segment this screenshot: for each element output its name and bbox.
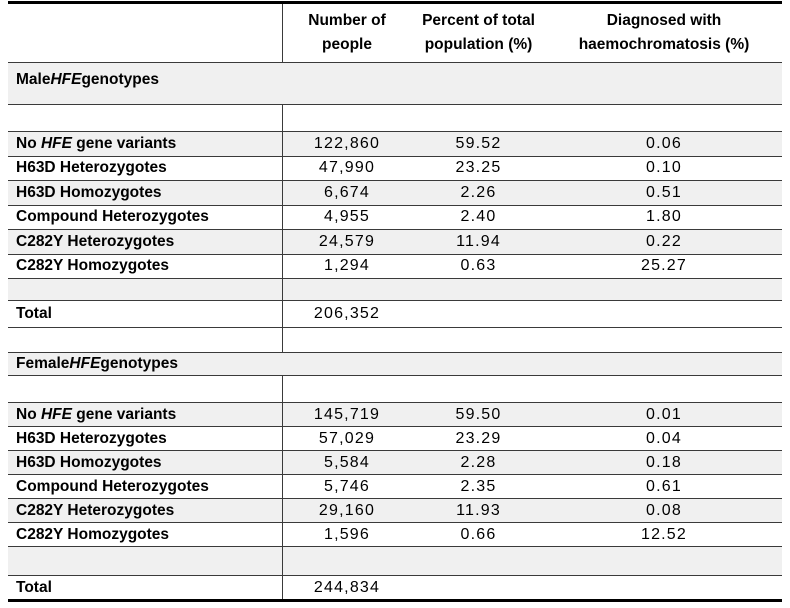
table-row <box>8 498 782 522</box>
spacer-row <box>8 104 782 131</box>
label-pre: C282Y Homozygotes <box>16 525 170 543</box>
percent-cell: 2.35 <box>460 477 497 495</box>
label-pre: H63D Homozygotes <box>16 453 162 471</box>
total-row-male <box>8 300 782 327</box>
label-post: gene variants <box>71 134 177 152</box>
table-row <box>8 522 782 546</box>
row-label-cell <box>8 499 283 522</box>
total-row-female <box>8 575 782 599</box>
percent-cell: 0.63 <box>460 257 497 275</box>
header-percent-line2: population (%) <box>424 36 533 53</box>
label-pre: H63D Heterozygotes <box>16 429 167 447</box>
label-pre: C282Y Homozygotes <box>16 257 170 275</box>
header-percent <box>411 4 546 62</box>
section-title-male <box>8 63 782 104</box>
table-row <box>8 402 782 426</box>
row-label-cell <box>8 523 283 546</box>
table-row <box>8 229 782 254</box>
people-cell: 1,596 <box>323 525 371 543</box>
people-cell: 122,860 <box>313 134 381 152</box>
table-row <box>8 205 782 230</box>
people-cell: 47,990 <box>318 159 376 177</box>
people-cell: 6,674 <box>323 183 371 201</box>
spacer-row <box>8 278 782 300</box>
diagnosed-cell: 12.52 <box>640 525 688 543</box>
people-cell: 145,719 <box>313 405 381 423</box>
section-title-post: genotypes <box>100 355 178 372</box>
header-people-line2: people <box>322 36 372 53</box>
label-italic: HFE <box>40 405 72 423</box>
total-empty-cell <box>411 576 782 599</box>
diagnosed-cell: 25.27 <box>640 257 688 275</box>
total-people-cell: 206,352 <box>313 305 381 322</box>
row-label-cell <box>8 427 283 450</box>
label-pre: No <box>16 134 41 152</box>
spacer-cell <box>8 279 283 300</box>
row-label-cell <box>8 255 283 279</box>
diagnosed-cell: 0.22 <box>646 232 682 250</box>
label-pre: H63D Homozygotes <box>16 183 162 201</box>
header-diagnosed-line2: haemochromatosis (%) <box>578 36 750 53</box>
label-pre: Compound Heterozygotes <box>16 477 209 495</box>
section-title-italic: HFE <box>69 355 101 372</box>
row-label-cell <box>8 475 283 498</box>
row-label-cell <box>8 157 283 181</box>
header-diagnosed <box>546 4 782 62</box>
people-cell: 24,579 <box>318 232 376 250</box>
label-post: gene variants <box>71 405 177 423</box>
label-pre: Compound Heterozygotes <box>16 208 209 226</box>
spacer-cell <box>283 547 782 575</box>
percent-cell: 11.94 <box>456 232 501 250</box>
spacer-cell <box>283 376 782 402</box>
percent-cell: 59.50 <box>455 405 502 423</box>
header-people-line1: Number of <box>308 12 386 29</box>
diagnosed-cell: 0.51 <box>646 183 682 201</box>
diagnosed-cell: 0.10 <box>646 159 682 177</box>
row-label-cell <box>8 230 283 254</box>
section-title-post: genotypes <box>81 71 159 88</box>
spacer-cell <box>8 328 283 352</box>
table-row <box>8 426 782 450</box>
diagnosed-cell: 0.08 <box>646 501 682 519</box>
label-pre: No <box>16 405 41 423</box>
percent-cell: 2.26 <box>460 183 497 201</box>
percent-cell: 2.40 <box>460 208 497 226</box>
people-cell: 29,160 <box>318 501 376 519</box>
total-people-cell: 244,834 <box>313 578 381 596</box>
row-label-cell <box>8 403 283 426</box>
percent-cell: 59.52 <box>455 134 502 152</box>
section-title-italic: HFE <box>50 71 82 88</box>
table-row <box>8 450 782 474</box>
header-diagnosed-line1: Diagnosed with <box>606 12 722 29</box>
percent-cell: 23.29 <box>455 429 502 447</box>
people-cell: 1,294 <box>323 257 371 275</box>
row-label-cell <box>8 132 283 156</box>
percent-cell: 23.25 <box>455 159 502 177</box>
people-cell: 4,955 <box>323 208 371 226</box>
header-people <box>283 4 411 62</box>
row-label-cell <box>8 181 283 205</box>
spacer-cell <box>8 376 283 402</box>
percent-cell: 11.93 <box>456 501 501 519</box>
diagnosed-cell: 1.80 <box>646 208 682 226</box>
table-row <box>8 131 782 156</box>
section-title-pre: Male <box>16 71 51 88</box>
diagnosed-cell: 0.18 <box>646 453 682 471</box>
table-row <box>8 474 782 498</box>
diagnosed-cell: 0.61 <box>646 477 682 495</box>
table-row <box>8 254 782 279</box>
row-label-cell <box>8 451 283 474</box>
header-row <box>8 4 782 62</box>
percent-cell: 2.28 <box>460 453 497 471</box>
header-empty-cell <box>8 4 283 62</box>
total-label-cell: Total <box>8 576 283 599</box>
people-cell: 5,746 <box>323 477 371 495</box>
spacer-cell <box>283 328 782 352</box>
spacer-cell <box>8 547 283 575</box>
people-cell: 5,584 <box>323 453 371 471</box>
section-title-pre: Female <box>16 355 70 372</box>
section-header-row-male <box>8 62 782 104</box>
total-empty-cell <box>411 301 782 327</box>
label-italic: HFE <box>40 134 72 152</box>
total-label-cell: Total <box>8 301 283 327</box>
table-row <box>8 180 782 205</box>
label-pre: C282Y Heterozygotes <box>16 501 175 519</box>
diagnosed-cell: 0.01 <box>646 405 682 423</box>
label-pre: H63D Heterozygotes <box>16 159 167 177</box>
spacer-row <box>8 327 782 352</box>
label-pre: C282Y Heterozygotes <box>16 232 175 250</box>
percent-cell: 0.66 <box>460 525 497 543</box>
genotype-table <box>8 1 782 602</box>
section-title-female <box>8 353 782 375</box>
spacer-cell <box>8 105 283 131</box>
spacer-row <box>8 546 782 575</box>
header-percent-line1: Percent of total <box>422 12 535 29</box>
section-header-row-female <box>8 352 782 375</box>
people-cell: 57,029 <box>318 429 376 447</box>
diagnosed-cell: 0.04 <box>646 429 682 447</box>
spacer-cell <box>283 279 782 300</box>
spacer-row <box>8 375 782 402</box>
table-row <box>8 156 782 181</box>
diagnosed-cell: 0.06 <box>646 134 682 152</box>
row-label-cell <box>8 206 283 230</box>
spacer-cell <box>283 105 782 131</box>
